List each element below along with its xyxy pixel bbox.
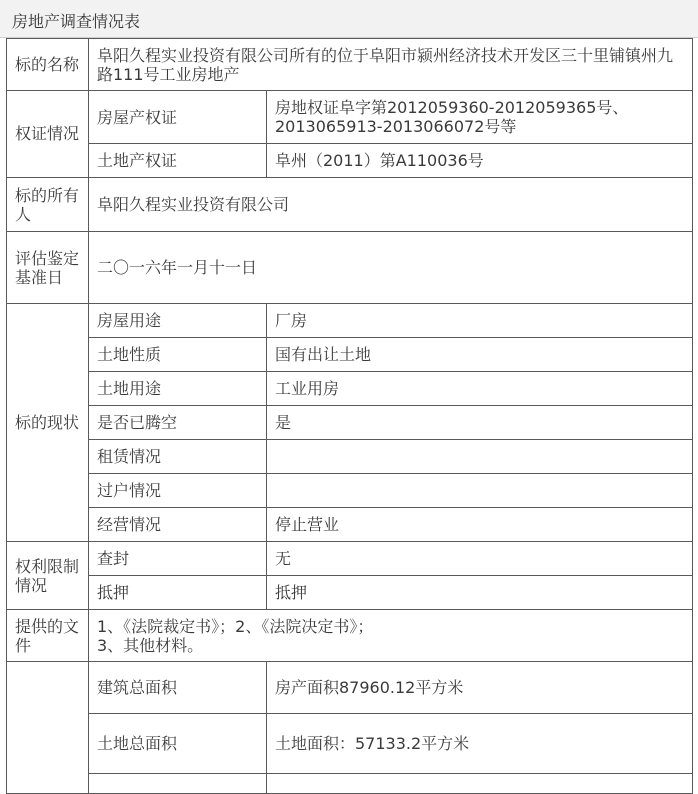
status-row: [7, 338, 693, 372]
row-land-area: [7, 714, 693, 774]
row-documents: [7, 610, 693, 662]
land-cert-label: 土地产权证: [89, 144, 267, 178]
house-cert-value: 房地权证阜字第2012059360-2012059365号、2013065913-2013066072号等: [267, 91, 693, 144]
documents-line-1: 1、《法院裁定书》；2、《法院决定书》；: [97, 616, 374, 636]
area-extra-value: [267, 774, 693, 794]
page-title: 房地产调查情况表: [12, 12, 141, 31]
restrictions-label: 权利限制情况: [7, 542, 89, 610]
owner-label: 标的所有人: [7, 178, 89, 232]
valuation-date-value: 二〇一六年一月十一日: [89, 232, 693, 304]
building-area-value: 房产面积87960.12平方米: [267, 662, 693, 714]
status-row: [7, 508, 693, 542]
mortgage-label: 抵押: [89, 576, 267, 610]
status-row: [7, 304, 693, 338]
documents-label: 提供的文件: [7, 610, 89, 662]
row-building-area: [7, 662, 693, 714]
status-item-value: [267, 440, 693, 474]
status-item-label: 租赁情况: [89, 440, 267, 474]
row-rights-land: [7, 144, 693, 178]
row-restriction-mortgage: [7, 576, 693, 610]
seal-label: 查封: [89, 542, 267, 576]
status-item-value: 停止营业: [267, 508, 693, 542]
status-item-value: 国有出让土地: [267, 338, 693, 372]
survey-table: [6, 38, 693, 794]
land-cert-value: 阜州（2011）第A110036号: [267, 144, 693, 178]
status-item-label: 经营情况: [89, 508, 267, 542]
status-item-label: 过户情况: [89, 474, 267, 508]
subject-name-label: 标的名称: [7, 39, 89, 91]
status-item-label: 土地性质: [89, 338, 267, 372]
row-owner: [7, 178, 693, 232]
status-item-value: [267, 474, 693, 508]
seal-value: 无: [267, 542, 693, 576]
status-row: [7, 372, 693, 406]
status-item-value: 厂房: [267, 304, 693, 338]
building-area-label: 建筑总面积: [89, 662, 267, 714]
land-area-value: 土地面积：57133.2平方米: [267, 714, 693, 774]
status-item-label: 是否已腾空: [89, 406, 267, 440]
status-item-value: 是: [267, 406, 693, 440]
land-area-label: 土地总面积: [89, 714, 267, 774]
status-item-value: 工业用房: [267, 372, 693, 406]
house-cert-label: 房屋产权证: [89, 91, 267, 144]
area-extra-label: [89, 774, 267, 794]
subject-name-value: 阜阳久程实业投资有限公司所有的位于阜阳市颍州经济技术开发区三十里铺镇州九路111号工业房地产: [89, 39, 693, 91]
valuation-date-label: 评估鉴定基准日: [7, 232, 89, 304]
row-area-extra: [7, 774, 693, 794]
status-item-label: 房屋用途: [89, 304, 267, 338]
documents-value: [89, 610, 693, 662]
documents-line-2: 3、其他材料。: [97, 635, 204, 655]
status-row: [7, 440, 693, 474]
row-subject-name: [7, 39, 693, 91]
owner-value: 阜阳久程实业投资有限公司: [89, 178, 693, 232]
status-row: [7, 406, 693, 440]
area-label-cell: [7, 662, 89, 794]
status-label: 标的现状: [7, 304, 89, 542]
status-row: [7, 474, 693, 508]
row-valuation-date: [7, 232, 693, 304]
status-item-label: 土地用途: [89, 372, 267, 406]
row-restriction-seal: [7, 542, 693, 576]
row-rights-house: [7, 91, 693, 144]
mortgage-value: 抵押: [267, 576, 693, 610]
page-title-bar: [0, 0, 698, 38]
rights-label: 权证情况: [7, 91, 89, 178]
